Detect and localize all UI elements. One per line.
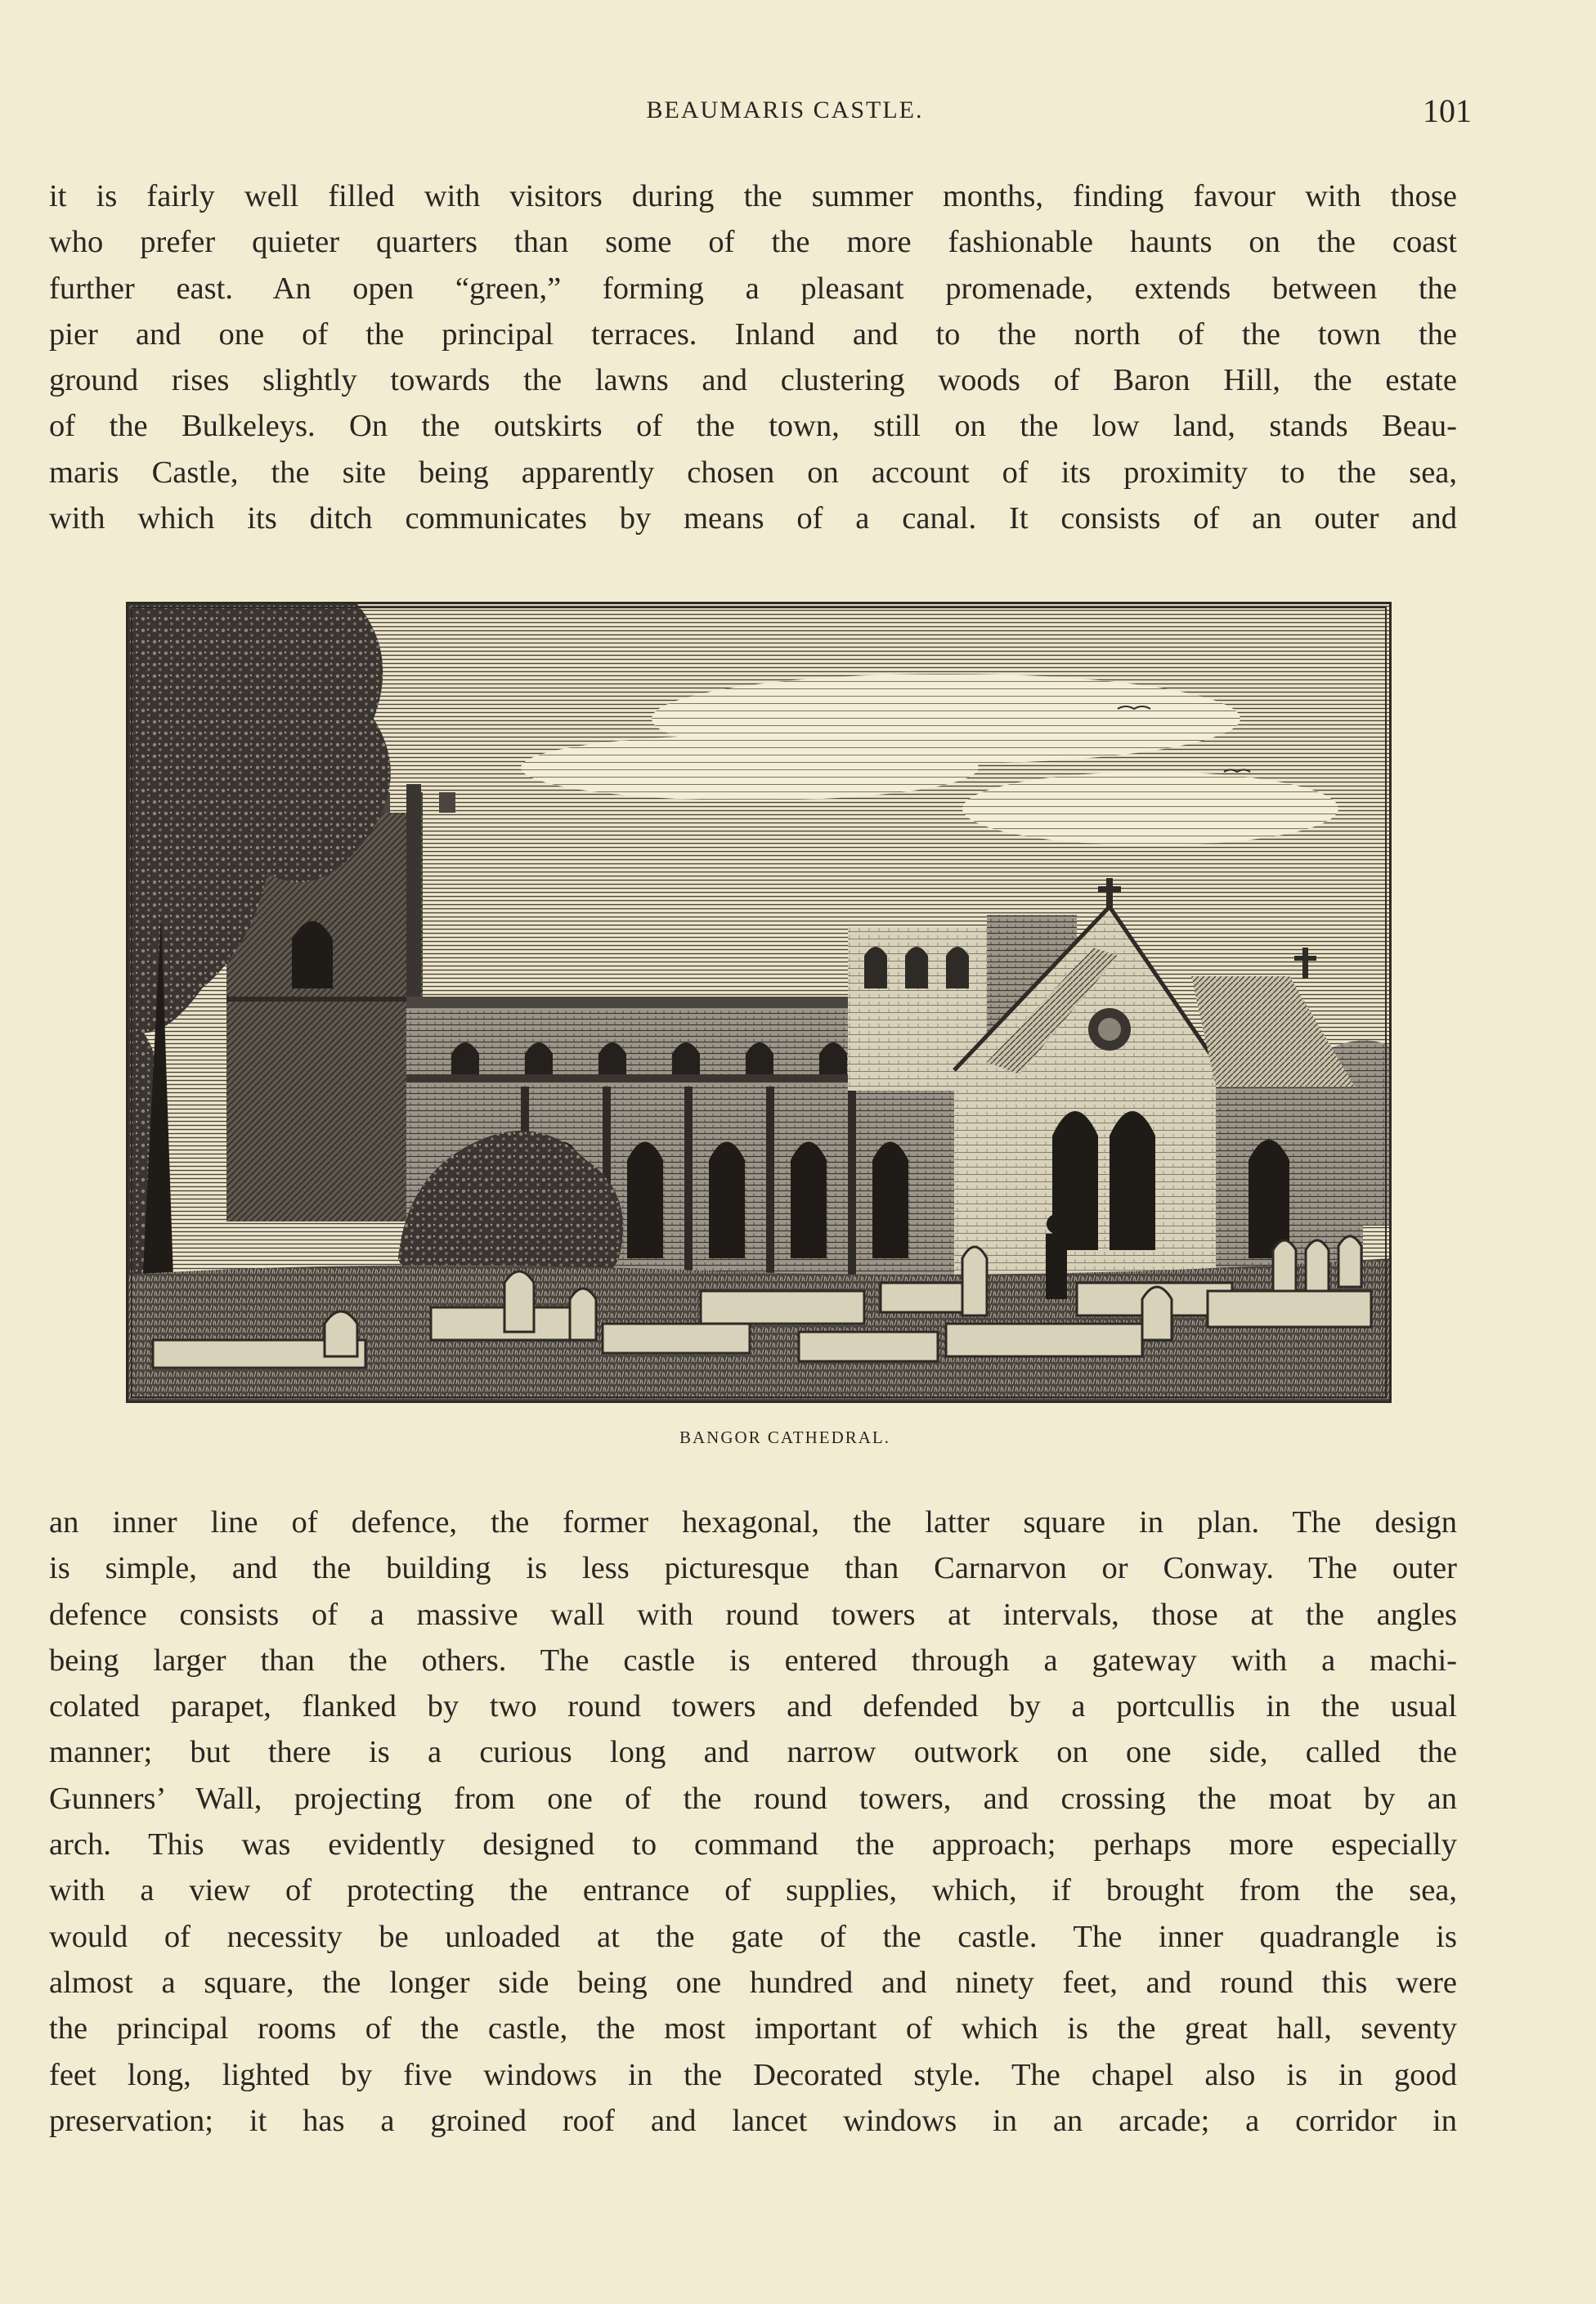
page-number: 101	[1423, 92, 1472, 129]
text-line: who prefer quieter quarters than some of the more fashionable haunts on the coast	[49, 225, 1457, 260]
running-title: BEAUMARIS CASTLE.	[646, 96, 924, 123]
text-line: almost a square, the longer side being one hundred and ninety feet, and round this were	[49, 1965, 1457, 2000]
paragraph-top	[49, 173, 1457, 541]
text-line: feet long, lighted by five windows in the Decorated style. The chapel also is in good	[49, 2057, 1457, 2092]
figure-caption: BANGOR CATHEDRAL.	[679, 1428, 890, 1447]
paragraph-bottom	[49, 1499, 1457, 2144]
text-line: further east. An open “green,” forming a pleasant promenade, extends between the	[49, 271, 1457, 306]
text-line: arch. This was evidently designed to command the approach; perhaps more especially	[49, 1827, 1457, 1862]
cathedral-engraving	[126, 602, 1392, 1403]
text-line: pier and one of the principal terraces. Inland and to the north of the town the	[49, 316, 1457, 352]
text-line: maris Castle, the site being apparently chosen on account of its proximity to the sea,	[49, 455, 1457, 490]
text-line: manner; but there is a curious long and narrow outwork on one side, called the	[49, 1735, 1457, 1770]
text-line: an inner line of defence, the former hexagonal, the latter square in plan. The design	[49, 1505, 1457, 1540]
text-line: is simple, and the building is less picturesque than Carnarvon or Conway. The outer	[49, 1551, 1457, 1586]
text-line: the principal rooms of the castle, the most important of which is the great hall, seventy	[49, 2011, 1457, 2046]
text-line: colated parapet, flanked by two round towers and defended by a portcullis in the usual	[49, 1689, 1457, 1724]
text-line: Gunners’ Wall, projecting from one of the round towers, and crossing the moat by an	[49, 1781, 1457, 1816]
text-line: it is fairly well filled with visitors during the summer months, finding favour with those	[49, 179, 1457, 213]
text-line: with a view of protecting the entrance of supplies, which, if brought from the sea,	[49, 1873, 1457, 1908]
text-line: being larger than the others. The castle is entered through a gateway with a machi-	[49, 1643, 1457, 1678]
text-line: with which its ditch communicates by means of a canal. It consists of an outer and	[49, 501, 1457, 536]
text-line: defence consists of a massive wall with round towers at intervals, those at the angles	[49, 1597, 1457, 1632]
text-line: preservation; it has a groined roof and lancet windows in an arcade; a corridor in	[49, 2103, 1457, 2138]
engraving-illustration	[128, 604, 1389, 1401]
text-line: of the Bulkeleys. On the outskirts of the town, still on the low land, stands Beau-	[49, 409, 1457, 444]
text-line: would of necessity be unloaded at the gate of the castle. The inner quadrangle is	[49, 1919, 1457, 1954]
text-line: ground rises slightly towards the lawns and clustering woods of Baron Hill, the estate	[49, 363, 1457, 398]
